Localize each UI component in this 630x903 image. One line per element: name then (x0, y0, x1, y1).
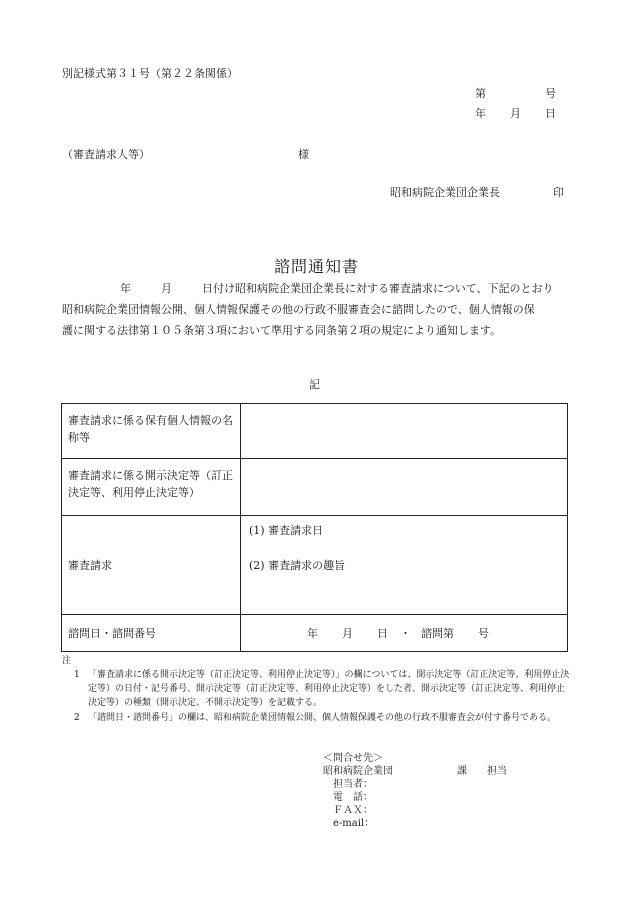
date-month: 月 (510, 107, 521, 120)
contact-email: e-mail： (333, 818, 375, 829)
doc-number-suffix: 号 (545, 87, 556, 100)
addressee-honorific: 様 (298, 148, 309, 161)
date-day: 日 (545, 107, 556, 120)
inquiry-no-prefix: 諮問第 (421, 627, 454, 640)
contact-block (323, 752, 507, 830)
body-line3: 護に関する法律第１０５条第３項において準用する同条第２項の規定により通知します。 (62, 324, 502, 337)
contact-person: 担当者： (333, 779, 373, 790)
inquiry-month: 月 (342, 627, 353, 640)
contact-org-line (323, 765, 507, 778)
body-line2: 昭和病院企業団情報公開、個人情報保護その他の行政不服審査会に諮問したので、個人情報の保 (62, 303, 535, 316)
notes-heading: 注 (62, 656, 72, 666)
body-month: 月 (161, 282, 172, 295)
date-year: 年 (475, 107, 486, 120)
contact-fax: ＦＡＸ： (333, 805, 373, 816)
request-purpose-item: (2) 審査請求の趣旨 (249, 559, 346, 572)
document-title: 諮問通知書 (274, 257, 360, 276)
inquiry-table (61, 403, 568, 652)
body-line1: 日付け昭和病院企業団企業長に対する審査請求について、下記のとおり (202, 282, 554, 295)
row-record-name-value (241, 404, 568, 459)
note-text-1: 「審査請求に係る開示決定等（訂正決定等、利用停止決定等）」の欄については、開示決定等（訂正決定等、利用停止決定等）の日付・記号番号、開示決定等（訂正決定等、利用停止決定等）をした者、開示決定等（訂正決定等、利用停止決定等）の種類（開示決定、不開示決定等）を記載する。 (88, 670, 570, 708)
request-date-item: (1) 審査請求日 (249, 524, 324, 537)
contact-phone: 電 話： (333, 792, 373, 803)
row-request-label: 審査請求 (62, 516, 241, 615)
note-item-2 (62, 711, 572, 725)
doc-number-prefix: 第 (475, 87, 486, 100)
contact-section: 課 (457, 766, 467, 777)
row-disclosure-decision-label: 審査請求に係る開示決定等（訂正決定等、利用停止決定等） (62, 459, 241, 516)
note-number-2: 2 (74, 713, 80, 723)
row-record-name-label: 審査請求に係る保有個人情報の名称等 (62, 404, 241, 459)
row-inquiry-number-value (241, 615, 568, 652)
body-year: 年 (120, 282, 131, 295)
contact-org: 昭和病院企業団 (323, 766, 393, 777)
notes-section (62, 654, 572, 726)
note-item-1 (62, 668, 572, 710)
row-disclosure-decision-value (241, 459, 568, 516)
row-inquiry-number-label: 諮問日・諮問番号 (62, 615, 241, 652)
inquiry-year: 年 (307, 627, 318, 640)
sender-name: 昭和病院企業団企業長 (390, 186, 500, 199)
addressee-label: （審査請求人等） (62, 148, 150, 161)
inquiry-day: 日 (377, 627, 388, 640)
inquiry-dot: ・ (400, 627, 411, 640)
row-request-value (241, 516, 568, 615)
seal-mark: 印 (553, 186, 564, 199)
ki-heading: 記 (309, 378, 320, 391)
note-number-1: 1 (74, 670, 80, 680)
contact-tanto: 担当 (487, 766, 507, 777)
note-text-2: 「諮問日・諮問番号」の欄は、昭和病院企業団情報公開、個人情報保護その他の行政不服審査会が付す番号である。 (88, 713, 557, 723)
body-paragraph (62, 276, 572, 341)
form-number: 別記様式第３１号（第２２条関係） (62, 67, 238, 80)
contact-heading: ＜問合せ先＞ (323, 753, 383, 764)
inquiry-no-suffix: 号 (478, 627, 489, 640)
